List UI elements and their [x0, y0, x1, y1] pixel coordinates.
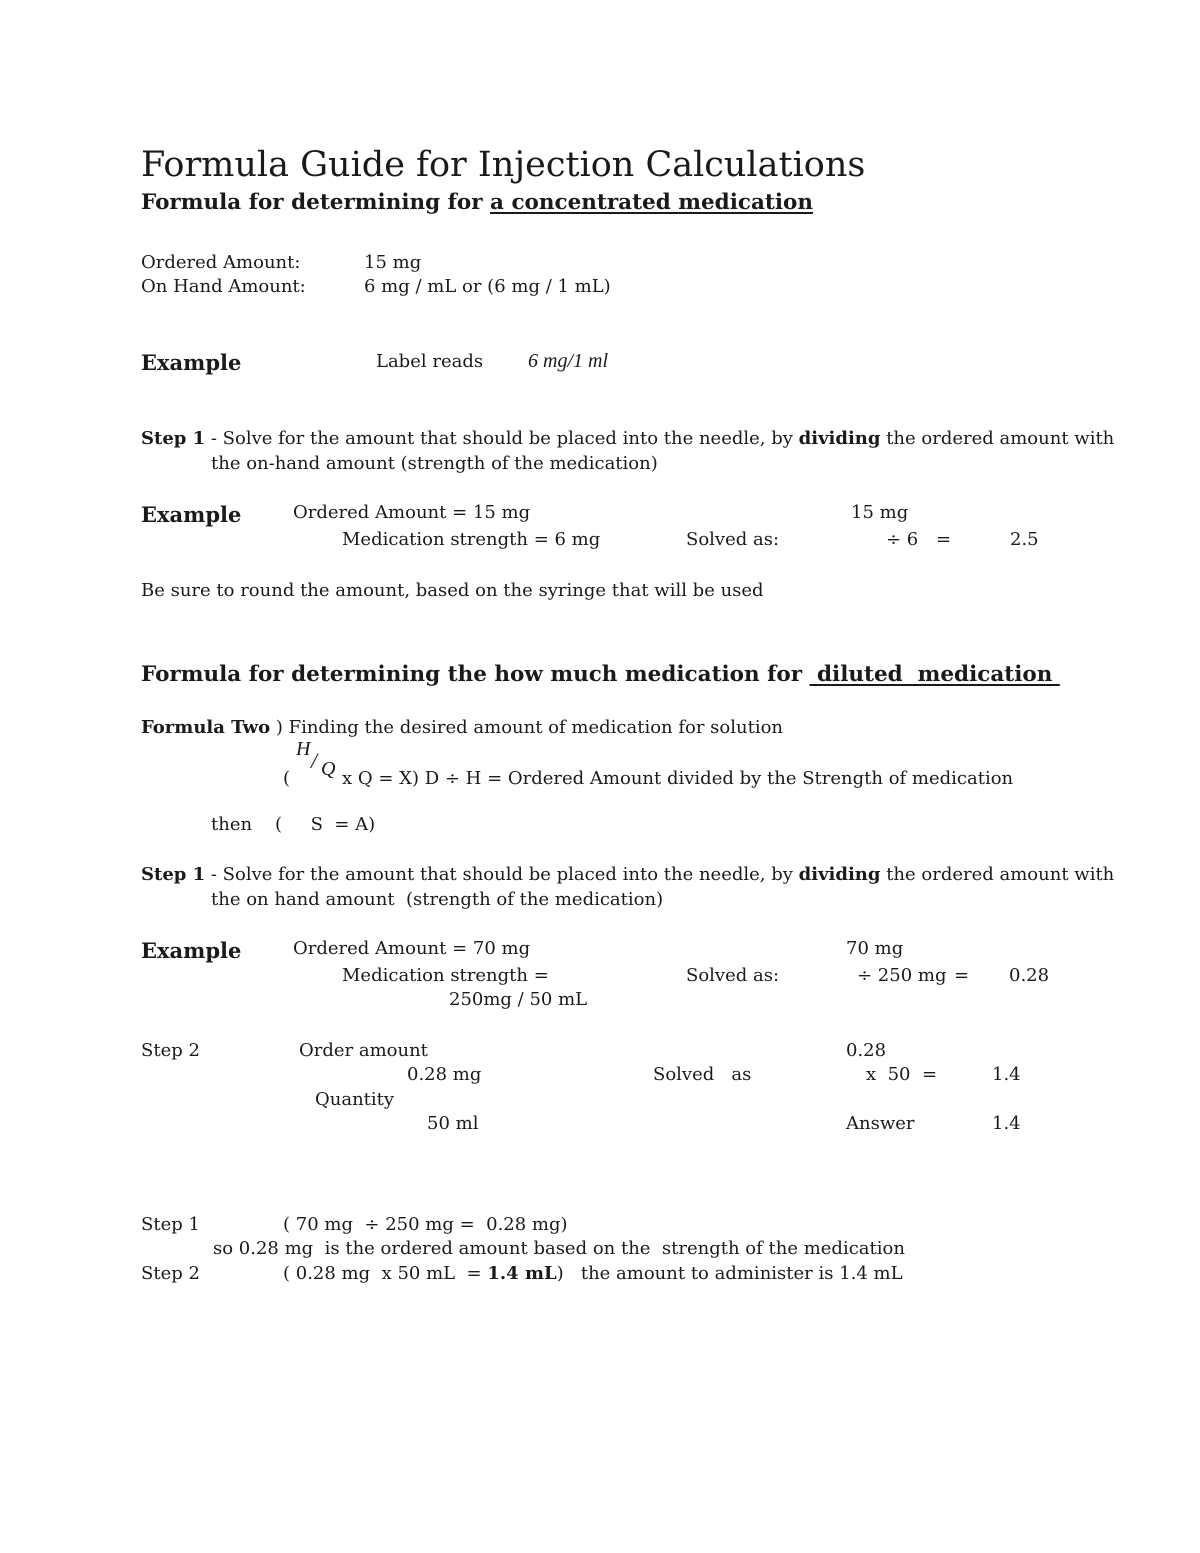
summary-step2-label: Step 2: [141, 1263, 200, 1284]
summary-step1-text: ( 70 mg ÷ 250 mg = 0.28 mg): [283, 1214, 568, 1235]
s2-step2-result: 1.4: [992, 1064, 1021, 1085]
example2-result: 2.5: [1010, 529, 1039, 550]
section1-heading-underlined: a concentrated medication: [490, 190, 813, 215]
step1-label: Step 1: [141, 428, 206, 449]
round-note: Be sure to round the amount, based on the syringe that will be used: [141, 580, 764, 601]
example2-numerator: 15 mg: [851, 502, 909, 523]
label-reads: Label reads: [376, 351, 484, 372]
onhand-amount-label: On Hand Amount:: [141, 276, 306, 297]
s2-step2-label: Step 2: [141, 1040, 200, 1061]
fraction-numerator: H: [296, 738, 311, 760]
s2-step2-multiply: x 50 =: [866, 1064, 938, 1085]
s2-example-numerator: 70 mg: [846, 938, 904, 959]
section1-heading-prefix: Formula for determining for: [141, 190, 491, 215]
formula-rest: x Q = X) D ÷ H = Ordered Amount divided by the Strength of medication: [342, 768, 1014, 789]
s2-step1-text-a: - Solve for the amount that should be placed into the needle, by: [205, 864, 799, 885]
answer-value: 1.4: [992, 1113, 1021, 1134]
section1-heading: [141, 190, 813, 216]
s2-step2-quantity: Quantity: [315, 1089, 395, 1110]
ordered-amount-value: 15 mg: [364, 252, 422, 273]
answer-label: Answer: [846, 1113, 915, 1134]
s2-example-solved: Solved as:: [686, 965, 780, 986]
section2-heading: [141, 662, 1060, 688]
onhand-amount-value: 6 mg / mL or (6 mg / 1 mL): [364, 276, 611, 297]
page-title: Formula Guide for Injection Calculations: [141, 145, 866, 185]
summary-step2-text-a: ( 0.28 mg x 50 mL =: [283, 1263, 488, 1284]
s2-example-strength-value: 250mg / 50 mL: [449, 989, 588, 1010]
example-label: Example: [141, 350, 242, 375]
step1-text-b: the ordered amount with: [880, 428, 1115, 449]
s2-example-strength: Medication strength =: [342, 965, 549, 986]
step1-line1: [141, 428, 1114, 450]
example2-ordered: Ordered Amount = 15 mg: [293, 502, 531, 523]
example2-divisor: ÷ 6: [886, 529, 919, 550]
s2-example-divisor: ÷ 250 mg: [857, 965, 947, 986]
s2-step2-order: Order amount: [299, 1040, 428, 1061]
example2-equals: =: [936, 529, 952, 550]
s2-example-ordered: Ordered Amount = 70 mg: [293, 938, 531, 959]
summary-step2-line: [283, 1263, 903, 1285]
formula-two-label: Formula Two: [141, 717, 271, 738]
s2-step2-quantity-value: 50 ml: [427, 1113, 479, 1134]
fraction-denominator: Q: [321, 758, 336, 780]
label-value: 6 mg/1 ml: [528, 350, 608, 372]
formula-two-text: ) Finding the desired amount of medication for solution: [270, 717, 784, 738]
s2-step1-line2: the on hand amount (strength of the medication): [211, 889, 664, 910]
s2-example-result: 0.28: [1009, 965, 1050, 986]
s2-example-equals: =: [954, 965, 970, 986]
ordered-amount-label: Ordered Amount:: [141, 252, 301, 273]
step1-line2: the on-hand amount (strength of the medication): [211, 453, 658, 474]
formula-two-line: [141, 717, 783, 739]
example2-solved: Solved as:: [686, 529, 780, 550]
example2-strength: Medication strength = 6 mg: [342, 529, 601, 550]
summary-step2-text-b: ) the amount to administer is 1.4 mL: [556, 1263, 903, 1284]
section2-heading-underlined: diluted medication: [809, 662, 1060, 687]
summary-step1-label: Step 1: [141, 1214, 200, 1235]
formula-open-paren: (: [283, 768, 291, 789]
s2-step2-solved: Solved as: [653, 1064, 752, 1085]
s2-step1-label: Step 1: [141, 864, 206, 885]
section2-heading-prefix: Formula for determining the how much medication for: [141, 662, 810, 687]
s2-step2-order-value: 0.28 mg: [407, 1064, 482, 1085]
s2-step1-text-b: the ordered amount with: [880, 864, 1115, 885]
fraction-slash: /: [311, 748, 318, 773]
step1-text-a: - Solve for the amount that should be placed into the needle, by: [205, 428, 799, 449]
summary-so-text: so 0.28 mg is the ordered amount based on the strength of the medication: [213, 1238, 905, 1259]
example2-label: Example: [141, 502, 242, 527]
then-line: then ( S = A): [211, 814, 376, 835]
s2-example-label: Example: [141, 938, 242, 963]
s2-step1-bold: dividing: [798, 864, 881, 885]
summary-step2-bold: 1.4 mL: [487, 1263, 557, 1284]
s2-step2-numerator: 0.28: [846, 1040, 887, 1061]
s2-step1-line1: [141, 864, 1114, 886]
step1-bold: dividing: [798, 428, 881, 449]
